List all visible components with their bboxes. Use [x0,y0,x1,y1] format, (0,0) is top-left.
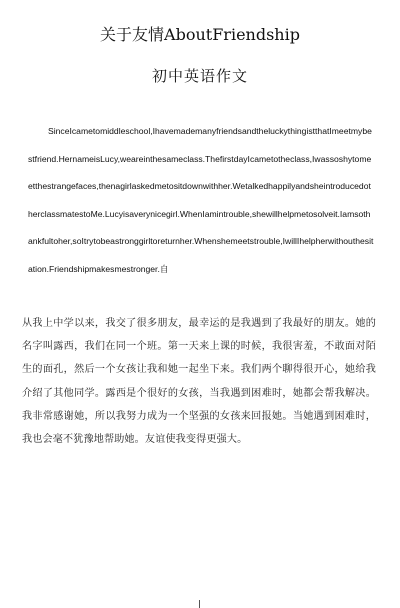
english-paragraph: SinceIcametomiddleschool,IhavemademanyfriendsandtheluckythingistthatImeetmybestfriend.HernameisLucy,weareinthesameclass.ThefirstdayIcametotheclass,Iwassoshytomeetthestrangefaces,thenagirlaskedmetositdownwithher.WetalkedhappilyandsheintroducedotherclassmatestoMe.Lucyisaverynicegirl.WhenIamintrouble,shewillhelpmetosolveit.Iamsothankfultoher,soItrytobeastronggirltoreturnher.Whenshemeetstrouble,IwillIhelpherwithouthesitation.Friendshipmakesmestronger.自 [28,126,374,274]
page-footer-mark [199,600,200,608]
document-title: 关于友情AboutFriendship [100,25,300,44]
chinese-paragraph: 从我上中学以来，我交了很多朋友，最幸运的是我遇到了我最好的朋友。她的名字叫露西，我们在同一个班。第一天来上课的时候，我很害羞，不敢面对陌生的面孔，然后一个女孩让我和她一起坐下来。我们两个聊得很开心，她给我介绍了其他同学。露西是个很好的女孩，当我遇到困难时，她都会帮我解决。我非常感谢她，所以我努力成为一个坚强的女孩来回报她。当她遇到困难时，我也会毫不犹豫地帮助她。友谊使我变得更强大。 [22,318,376,446]
document-subtitle: 初中英语作文 [151,67,248,85]
